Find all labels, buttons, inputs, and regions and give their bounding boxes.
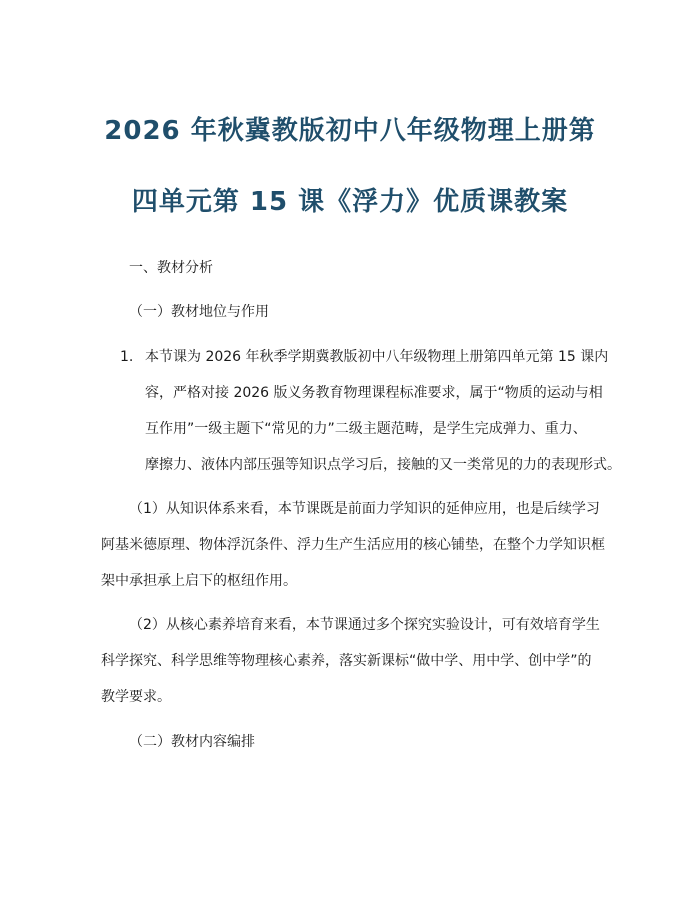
paragraph-line: （1）从知识体系来看，本节课既是前面力学知识的延伸应用，也是后续学习 bbox=[129, 501, 600, 517]
paragraph-line: 教学要求。 bbox=[101, 689, 171, 705]
list-item-line: 摩擦力、液体内部压强等知识点学习后，接触的又一类常见的力的表现形式。 bbox=[145, 457, 621, 473]
list-item-number: 1. bbox=[120, 349, 134, 365]
paragraph-line: 科学探究、科学思维等物理核心素养，落实新课标“做中学、用中学、创中学”的 bbox=[101, 653, 592, 669]
list-item-line: 互作用”一级主题下“常见的力”二级主题范畴，是学生完成弹力、重力、 bbox=[145, 421, 587, 437]
section-heading: 一、教材分析 bbox=[129, 260, 213, 276]
paragraph-line: （2）从核心素养培育来看，本节课通过多个探究实验设计，可有效培育学生 bbox=[129, 617, 600, 633]
subsection-heading: （一）教材地位与作用 bbox=[129, 304, 269, 320]
paragraph-line: 架中承担承上启下的枢纽作用。 bbox=[101, 573, 297, 589]
document-title-line-1: 2026 年秋冀教版初中八年级物理上册第 bbox=[104, 116, 596, 146]
subsection-heading: （二）教材内容编排 bbox=[129, 734, 255, 750]
paragraph-line: 阿基米德原理、物体浮沉条件、浮力生产生活应用的核心铺垫，在整个力学知识框 bbox=[101, 537, 605, 553]
list-item-line: 本节课为 2026 年秋季学期冀教版初中八年级物理上册第四单元第 15 课内 bbox=[145, 349, 609, 365]
document-title-line-2: 四单元第 15 课《浮力》优质课教案 bbox=[131, 187, 569, 217]
list-item-line: 容，严格对接 2026 版义务教育物理课程标准要求，属于“物质的运动与相 bbox=[145, 385, 603, 401]
